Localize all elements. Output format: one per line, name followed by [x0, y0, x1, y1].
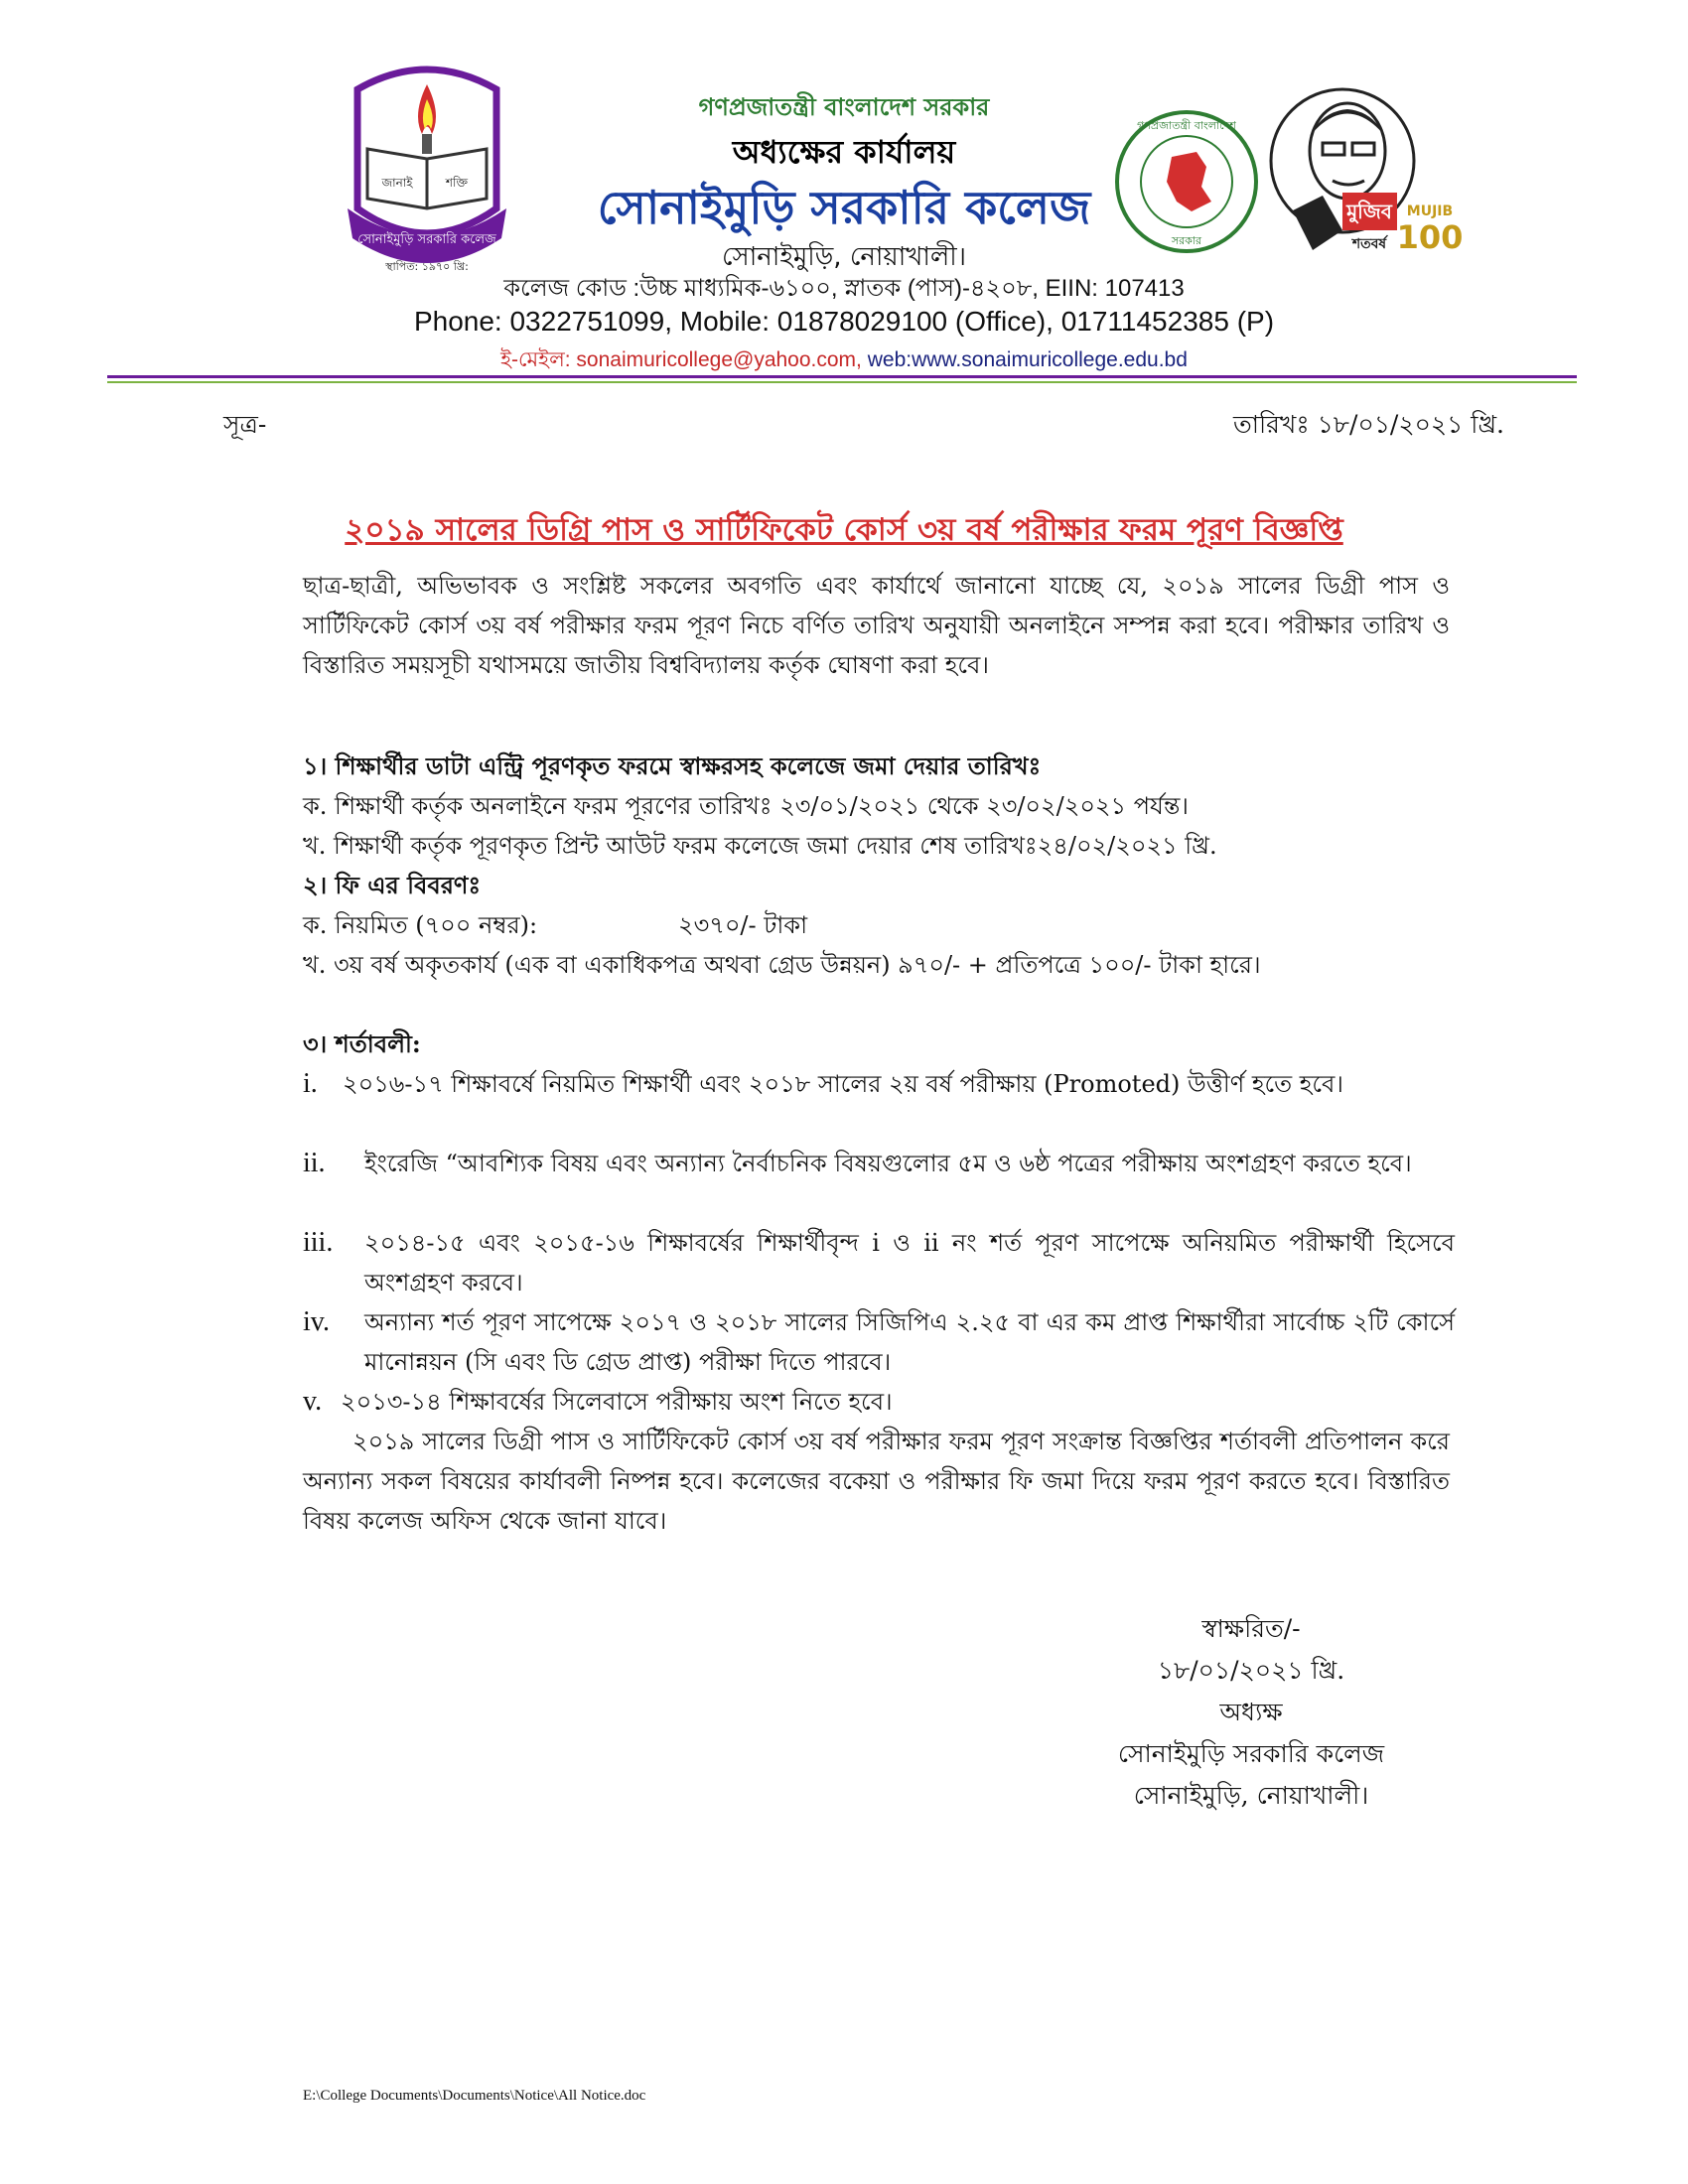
svg-text:জানাই: জানাই [381, 176, 413, 190]
svg-text:সরকার: সরকার [1171, 234, 1202, 247]
condition-number: iv. [303, 1306, 330, 1337]
signature-date: ১৮/০১/২০২১ খ্রি. [1157, 1656, 1345, 1685]
college-name: সোনাইমুড়ি সরকারি কলেজ [597, 181, 1091, 234]
office-name: অধ্যক্ষের কার্যালয় [732, 133, 956, 171]
signature-location: সোনাইমুড়ি, নোয়াখালী। [1133, 1781, 1369, 1810]
contact-phone: Phone: 0322751099, Mobile: 01878029100 (Office), 01711452385 (P) [413, 306, 1275, 337]
svg-text:স্থাপিত: ১৯৭০ খ্রি:: স্থাপিত: ১৯৭০ খ্রি: [385, 260, 469, 273]
condition-text: ২০১৬-১৭ শিক্ষাবর্ষে নিয়মিত শিক্ষার্থী এবং ২০১৮ সালের ২য় বর্ষ পরীক্ষায় (Promoted) উত্তীর্ণ হতে হবে। [343, 1070, 1343, 1098]
fee-failed-text: খ. ৩য় বর্ষ অকৃতকার্য (এক বা একাধিকপত্র অথবা গ্রেড উন্নয়ন) ৯৭০/- + প্রতিপত্রে ১০০/- টাকা হারে। [303, 951, 1261, 979]
condition-number: ii. [303, 1148, 326, 1178]
email-address[interactable]: sonaimuricollege@yahoo.com, [576, 348, 862, 371]
notice-date: তারিখঃ ১৮/০১/২০২১ খ্রি. [1232, 410, 1504, 439]
svg-text:MUJIB: MUJIB [1406, 204, 1454, 219]
intro-paragraph: ছাত্র-ছাত্রী, অভিভাবক ও সংশ্লিষ্ট সকলের অবগতি এবং কার্যার্থে জানানো যাচ্ছে যে, ২০১৯ সালের ডিগ্রী পাস ও সার্টিফিকেট কোর্স ৩য় বর্ষ পরীক্ষার ফরম পূরণ নিচে বর্ণিত তারিখ অনুযায়ী অনলাইনে সম্পন্ন করা হবে। পরীক্ষার তারিখ ও বিস্তারিত সময়সূচী যথাসময়ে জাতীয় বিশ্ববিদ্যালয় কর্তৃক ঘোষণা করা হবে। [303, 572, 1450, 679]
section-2-heading: ২। ফি এর বিবরণঃ [303, 871, 482, 899]
condition-text: অন্যান্য শর্ত পূরণ সাপেক্ষে ২০১৭ ও ২০১৮ সালের সিজিপিএ ২.২৫ বা এর কম প্রাপ্ত শিক্ষার্থীরা সার্বোচ্চ ২টি কোর্সে মানোন্নয়ন (সি এবং ডি গ্রেড প্রাপ্ত) পরীক্ষা দিতে পারবে। [364, 1308, 1455, 1376]
header-divider-purple [107, 375, 1577, 378]
government-name: গণপ্রজাতন্ত্রী বাংলাদেশ সরকার [698, 93, 990, 121]
fee-failed [303, 945, 1455, 985]
contact-email-web [0, 343, 1688, 378]
condition-text: ২০১৪-১৫ এবং ২০১৫-১৬ শিক্ষাবর্ষের শিক্ষার্থীবৃন্দ i ও ii নং শর্ত পূরণ সাপেক্ষে অনিয়মিত পরীক্ষার্থী হিসেবে অংশগ্রহণ করবে। [364, 1229, 1455, 1297]
fee-regular-value: ২৩৭০/- টাকা [678, 911, 808, 939]
header-divider-green [107, 381, 1577, 383]
government-seal [1112, 107, 1261, 256]
condition-item [303, 1302, 1455, 1382]
signature-college: সোনাইমুড়ি সরকারি কলেজ [1117, 1739, 1385, 1768]
condition-text: ২০১৩-১৪ শিক্ষাবর্ষের সিলেবাসে পরীক্ষায় অংশ নিতে হবে। [341, 1388, 893, 1416]
condition-number: iii. [303, 1227, 334, 1258]
condition-number: i. [303, 1068, 318, 1099]
svg-text:মুজিব: মুজিব [1346, 200, 1392, 223]
website-link[interactable]: web:www.sonaimuricollege.edu.bd [867, 348, 1188, 371]
email-label: ই-মেইল: [500, 348, 571, 371]
svg-text:100: 100 [1396, 218, 1464, 256]
notice-title: ২০১৯ সালের ডিগ্রি পাস ও সার্টিফিকেট কোর্স ৩য় বর্ষ পরীক্ষার ফরম পূরণ বিজ্ঞপ্তি [345, 512, 1343, 548]
fee-regular [303, 905, 1455, 945]
mujib-100-logo [1253, 81, 1481, 260]
condition-item [303, 1382, 1455, 1422]
condition-item [303, 1144, 1455, 1183]
section-3-heading: ৩। শর্তাবলী: [303, 1029, 421, 1058]
svg-text:সোনাইমুড়ি সরকারি কলেজ: সোনাইমুড়ি সরকারি কলেজ [357, 232, 496, 247]
section-1-item-b: খ. শিক্ষার্থী কর্তৃক পূরণকৃত প্রিন্ট আউট ফরম কলেজে জমা দেয়ার শেষ তারিখঃ২৪/০২/২০২১ খ্রি. [303, 832, 1217, 860]
college-codes: কলেজ কোড :উচ্চ মাধ্যমিক-৬১০০, স্নাতক (পাস)-৪২০৮, EIIN: 107413 [503, 275, 1185, 302]
condition-text: ইংরেজি “আবশ্যিক বিষয় এবং অন্যান্য নৈর্বাচনিক বিষয়গুলোর ৫ম ও ৬ষ্ঠ পত্রের পরীক্ষায় অংশগ্রহণ করতে হবে। [364, 1150, 1412, 1177]
section-1-heading: ১। শিক্ষার্থীর ডাটা এন্ট্রি পূরণকৃত ফরমে স্বাক্ষরসহ কলেজে জমা দেয়ার তারিখঃ [303, 751, 1042, 780]
reference-label: সূত্র- [223, 410, 267, 439]
svg-text:গণপ্রজাতন্ত্রী বাংলাদেশ: গণপ্রজাতন্ত্রী বাংলাদেশ [1137, 119, 1236, 132]
fee-regular-label: ক. নিয়মিত (৭০০ নম্বর): [303, 911, 538, 939]
signature-designation: অধ্যক্ষ [1219, 1698, 1283, 1726]
signature-signed: স্বাক্ষরিত/- [1201, 1614, 1301, 1643]
section-1-item-a: ক. শিক্ষার্থী কর্তৃক অনলাইনে ফরম পূরণের তারিখঃ ২৩/০১/২০২১ থেকে ২৩/০২/২০২১ পর্যন্ত। [303, 792, 1189, 820]
condition-item [303, 1064, 1455, 1104]
file-path-footer: E:\College Documents\Documents\Notice\All Notice.doc [303, 2088, 646, 2104]
svg-text:শক্তি: শক্তি [445, 176, 469, 190]
signature-block [993, 1608, 1509, 1817]
condition-item [303, 1223, 1455, 1302]
condition-number: v. [303, 1386, 323, 1417]
closing-paragraph: ২০১৯ সালের ডিগ্রী পাস ও সার্টিফিকেট কোর্স ৩য় বর্ষ পরীক্ষার ফরম পূরণ সংক্রান্ত বিজ্ঞপ্তির শর্তাবলী প্রতিপালন করে অন্যান্য সকল বিষয়ের কার্যাবলী নিষ্পন্ন হবে। কলেজের বকেয়া ও পরীক্ষার ফি জমা দিয়ে ফরম পূরণ করতে হবে। বিস্তারিত বিষয় কলেজ অফিস থেকে জানা যাবে। [303, 1428, 1450, 1535]
svg-text:শতবর্ষ: শতবর্ষ [1351, 236, 1387, 252]
college-location: সোনাইমুড়ি, নোয়াখালী। [722, 242, 966, 272]
